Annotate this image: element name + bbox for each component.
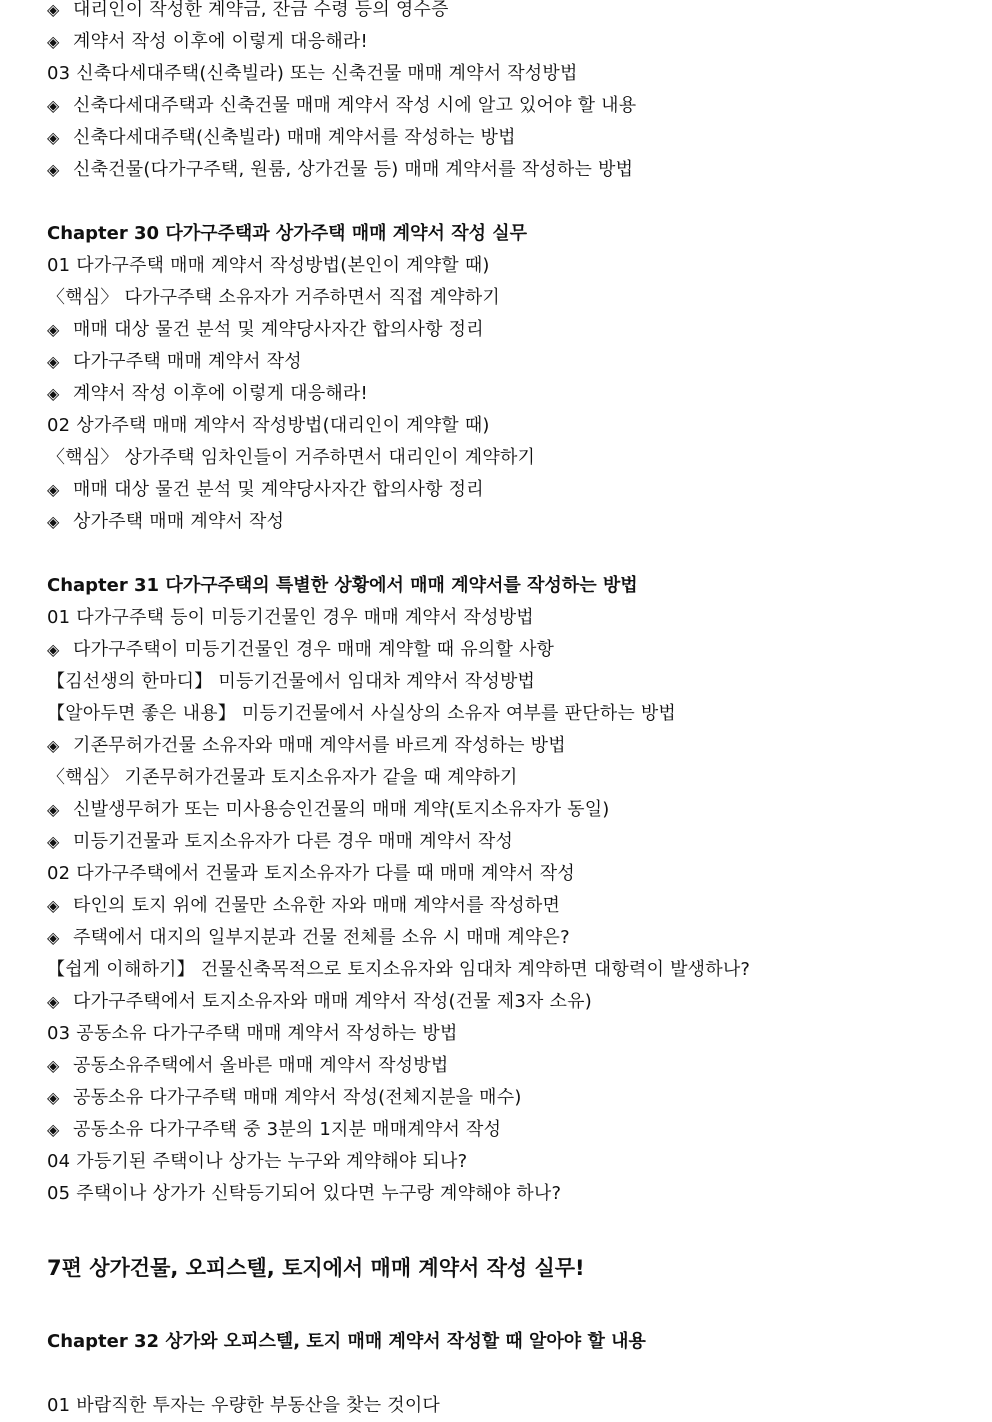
diamond-bullet-icon: ◈ [47,512,60,531]
section-heading: 03 신축다세대주택(신축빌라) 또는 신축건물 매매 계약서 작성방법 [47,63,578,84]
list-item: ◈ 계약서 작성 이후에 이렇게 대응해라! [47,26,967,58]
diamond-bullet-icon: ◈ [47,384,60,403]
diamond-bullet-icon: ◈ [47,800,60,819]
list-item: ◈ 공동소유주택에서 올바른 매매 계약서 작성방법 [47,1050,967,1082]
list-item: ◈ 다가구주택 매매 계약서 작성 [47,346,967,378]
core-note: 〈핵심〉 상가주택 임차인들이 거주하면서 대리인이 계약하기 [47,447,536,468]
diamond-bullet-icon: ◈ [47,0,60,19]
chapter-title: Chapter 30 다가구주택과 상가주택 매매 계약서 작성 실무 [47,223,528,244]
list-item: ◈ 주택에서 대지의 일부지분과 건물 전체를 소유 시 매매 계약은? [47,922,967,954]
tip-note: 【쉽게 이해하기】 건물신축목적으로 토지소유자와 임대차 계약하면 대항력이 발생하나? [47,959,751,980]
section-heading: 01 다가구주택 등이 미등기건물인 경우 매매 계약서 작성방법 [47,607,534,628]
chapter-title: Chapter 31 다가구주택의 특별한 상황에서 매매 계약서를 작성하는 방법 [47,575,638,596]
diamond-bullet-icon: ◈ [47,320,60,339]
diamond-bullet-icon: ◈ [47,736,60,755]
list-item: ◈ 공동소유 다가구주택 중 3분의 1지분 매매계약서 작성 [47,1114,967,1146]
section-heading: 02 다가구주택에서 건물과 토지소유자가 다를 때 매매 계약서 작성 [47,863,575,884]
section-heading: 01 바람직한 투자는 우량한 부동산을 찾는 것이다 [47,1395,441,1416]
diamond-bullet-icon: ◈ [47,928,60,947]
core-note: 〈핵심〉 기존무허가건물과 토지소유자가 같을 때 계약하기 [47,767,518,788]
diamond-bullet-icon: ◈ [47,160,60,179]
list-item: ◈ 신축건물(다가구주택, 원룸, 상가건물 등) 매매 계약서를 작성하는 방법 [47,154,967,186]
diamond-bullet-icon: ◈ [47,1120,60,1139]
list-item: ◈ 타인의 토지 위에 건물만 소유한 자와 매매 계약서를 작성하면 [47,890,967,922]
diamond-bullet-icon: ◈ [47,640,60,659]
part-title: 7편 상가건물, 오피스텔, 토지에서 매매 계약서 작성 실무! [47,1256,585,1280]
diamond-bullet-icon: ◈ [47,1056,60,1075]
list-item: ◈ 대리인이 작성한 계약금, 잔금 수령 등의 영수증 [47,0,967,26]
tip-note: 【김선생의 한마디】 미등기건물에서 임대차 계약서 작성방법 [47,671,536,692]
list-item: ◈ 다가구주택이 미등기건물인 경우 매매 계약할 때 유의할 사항 [47,634,967,666]
list-item: ◈ 미등기건물과 토지소유자가 다른 경우 매매 계약서 작성 [47,826,967,858]
diamond-bullet-icon: ◈ [47,832,60,851]
list-item: ◈ 신축다세대주택(신축빌라) 매매 계약서를 작성하는 방법 [47,122,967,154]
diamond-bullet-icon: ◈ [47,32,60,51]
diamond-bullet-icon: ◈ [47,992,60,1011]
section-heading: 03 공동소유 다가구주택 매매 계약서 작성하는 방법 [47,1023,458,1044]
document-page [47,0,967,1422]
section-heading: 02 상가주택 매매 계약서 작성방법(대리인이 계약할 때) [47,415,490,436]
tip-note: 【알아두면 좋은 내용】 미등기건물에서 사실상의 소유자 여부를 판단하는 방법 [47,703,676,724]
list-item: ◈ 상가주택 매매 계약서 작성 [47,506,967,538]
chapter-title: Chapter 32 상가와 오피스텔, 토지 매매 계약서 작성할 때 알아야 할 내용 [47,1331,646,1352]
list-item: ◈ 신축다세대주택과 신축건물 매매 계약서 작성 시에 알고 있어야 할 내용 [47,90,967,122]
core-note: 〈핵심〉 다가구주택 소유자가 거주하면서 직접 계약하기 [47,287,500,308]
list-item: ◈ 계약서 작성 이후에 이렇게 대응해라! [47,378,967,410]
diamond-bullet-icon: ◈ [47,96,60,115]
list-item: ◈ 기존무허가건물 소유자와 매매 계약서를 바르게 작성하는 방법 [47,730,967,762]
section-heading: 04 가등기된 주택이나 상가는 누구와 계약해야 되나? [47,1151,468,1172]
diamond-bullet-icon: ◈ [47,896,60,915]
section-heading: 01 다가구주택 매매 계약서 작성방법(본인이 계약할 때) [47,255,490,276]
section-heading: 05 주택이나 상가가 신탁등기되어 있다면 누구랑 계약해야 하나? [47,1183,562,1204]
list-item: ◈ 신발생무허가 또는 미사용승인건물의 매매 계약(토지소유자가 동일) [47,794,967,826]
diamond-bullet-icon: ◈ [47,352,60,371]
diamond-bullet-icon: ◈ [47,480,60,499]
diamond-bullet-icon: ◈ [47,1088,60,1107]
list-item: ◈ 다가구주택에서 토지소유자와 매매 계약서 작성(건물 제3자 소유) [47,986,967,1018]
list-item: ◈ 매매 대상 물건 분석 및 계약당사자간 합의사항 정리 [47,474,967,506]
list-item: ◈ 공동소유 다가구주택 매매 계약서 작성(전체지분을 매수) [47,1082,967,1114]
diamond-bullet-icon: ◈ [47,128,60,147]
list-item: ◈ 매매 대상 물건 분석 및 계약당사자간 합의사항 정리 [47,314,967,346]
